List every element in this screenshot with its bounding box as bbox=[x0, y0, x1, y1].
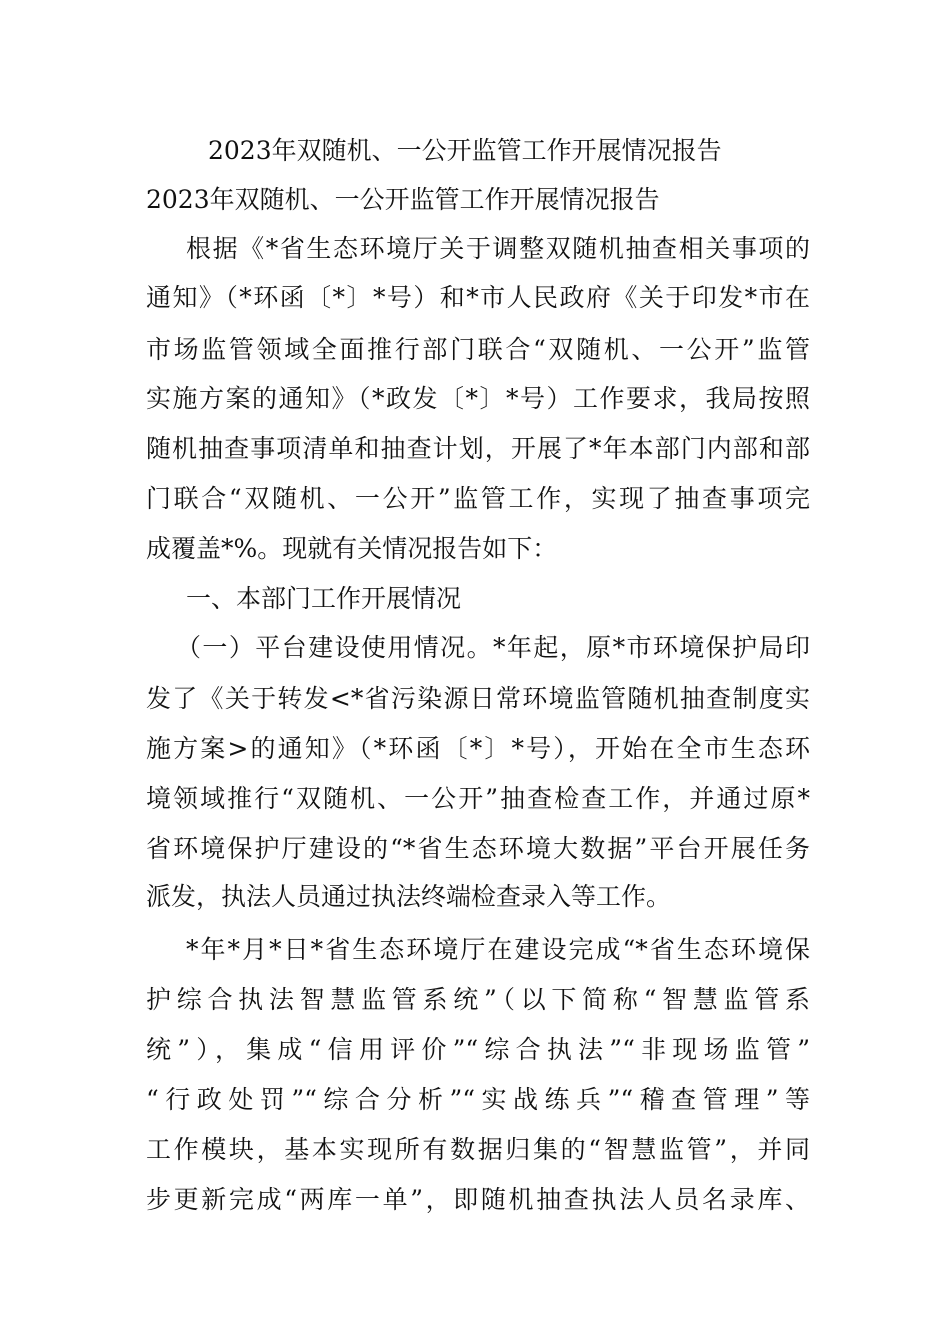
paragraph-line: 步更新完成“两库一单”，即随机抽查执法人员名录库、 bbox=[146, 1185, 810, 1214]
paragraph-line: 省环境保护厅建设的“*省生态环境大数据”平台开展任务 bbox=[146, 834, 810, 863]
paragraph-line: 派发，执法人员通过执法终端检查录入等工作。 bbox=[146, 882, 672, 911]
paragraph-line: 护综合执法智慧监管系统”（以下简称“智慧监管系 bbox=[146, 985, 810, 1014]
paragraph-line: （一）平台建设使用情况。*年起，原*市环境保护局印 bbox=[176, 633, 810, 662]
paragraph-line: “行政处罚”“综合分析”“实战练兵”“稽查管理”等 bbox=[146, 1085, 810, 1114]
paragraph-line: 成覆盖*%。现就有关情况报告如下： bbox=[146, 534, 558, 563]
paragraph-line: 发了《关于转发<*省污染源日常环境监管随机抽查制度实 bbox=[146, 684, 810, 713]
paragraph-line: 门联合“双随机、一公开”监管工作，实现了抽查事项完 bbox=[146, 484, 810, 513]
document-subtitle: 2023年双随机、一公开监管工作开展情况报告 bbox=[146, 185, 660, 214]
paragraph-line: 随机抽查事项清单和抽查计划，开展了*年本部门内部和部 bbox=[146, 434, 810, 463]
paragraph-line: 市场监管领域全面推行部门联合“双随机、一公开”监管 bbox=[146, 335, 810, 364]
paragraph-line: 施方案>的通知》（*环函〔*〕*号），开始在全市生态环 bbox=[146, 734, 810, 763]
paragraph-line: 统”），集成“信用评价”“综合执法”“非现场监管” bbox=[146, 1035, 810, 1064]
paragraph-line: 根据《*省生态环境厅关于调整双随机抽查相关事项的 bbox=[186, 234, 810, 263]
paragraph-line: 通知》（*环函〔*〕*号）和*市人民政府《关于印发*市在 bbox=[146, 283, 810, 312]
paragraph-line: 工作模块，基本实现所有数据归集的“智慧监管”，并同 bbox=[146, 1135, 810, 1164]
paragraph-line: 实施方案的通知》（*政发〔*〕*号）工作要求，我局按照 bbox=[146, 384, 810, 413]
document-title: 2023年双随机、一公开监管工作开展情况报告 bbox=[208, 136, 722, 165]
paragraph-line: 境领域推行“双随机、一公开”抽查检查工作，并通过原* bbox=[146, 784, 810, 813]
section-heading: 一、本部门工作开展情况 bbox=[186, 584, 462, 613]
paragraph-line: *年*月*日*省生态环境厅在建设完成“*省生态环境保 bbox=[186, 935, 810, 964]
